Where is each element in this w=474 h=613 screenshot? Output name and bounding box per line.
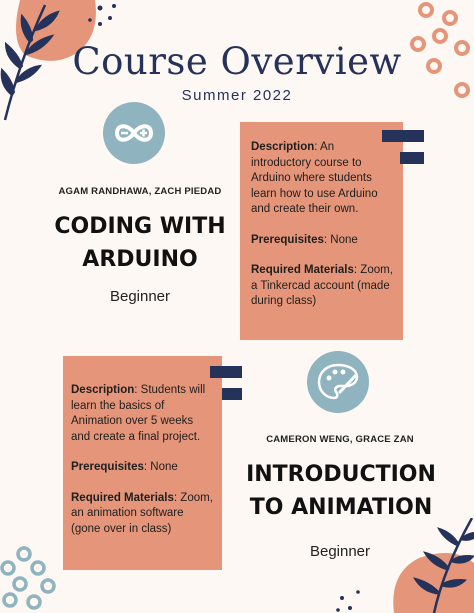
- course-1-prerequisites: Prerequisites: None: [251, 233, 358, 246]
- course-2-description: Description: Students will learn the basics of Animation over 5 weeks and create a final project.: [71, 384, 206, 443]
- course-2-title: [226, 458, 456, 524]
- course-2-title-line2: TO ANIMATION: [249, 495, 433, 520]
- bottom-left-rings-decoration: [0, 538, 70, 613]
- course-1-title-line2: ARDUINO: [82, 247, 198, 272]
- course-1-materials: Required Materials: Zoom, a Tinkercad account (made during class): [251, 264, 393, 307]
- card-2-tape-top: [210, 366, 242, 378]
- page-subtitle: Summer 2022: [181, 87, 293, 104]
- card-2-tape-bottom: [222, 388, 242, 400]
- arduino-infinity-icon: [103, 102, 165, 164]
- palette-icon-badge: [307, 351, 369, 413]
- course-1-authors: AGAM RANDHAWA, ZACH PIEDAD: [58, 186, 222, 197]
- arduino-icon-badge: [103, 102, 165, 164]
- course-2-level: Beginner: [309, 543, 371, 560]
- course-1-title: [30, 210, 250, 276]
- course-1-description: Description: An introductory course to Arduino where students learn how to use Arduino and create their own.: [251, 141, 378, 215]
- course-1-details-card: [240, 122, 403, 340]
- course-2-materials: Required Materials: Zoom, an animation software (gone over in class): [71, 491, 213, 535]
- bottom-right-decoration: [334, 518, 474, 613]
- card-1-tape-bottom: [400, 152, 424, 164]
- course-2-authors: CAMERON WENG, GRACE ZAN: [266, 434, 414, 445]
- paint-palette-icon: [307, 351, 369, 413]
- page-title: Course Overview: [72, 40, 402, 83]
- course-1-title-line1: CODING WITH: [54, 214, 226, 239]
- course-2-title-line1: INTRODUCTION: [246, 462, 436, 487]
- course-2-details-card: [63, 356, 222, 570]
- card-1-tape-top: [382, 130, 424, 142]
- course-2-prerequisites: Prerequisites: None: [71, 461, 178, 473]
- course-1-level: Beginner: [109, 288, 171, 305]
